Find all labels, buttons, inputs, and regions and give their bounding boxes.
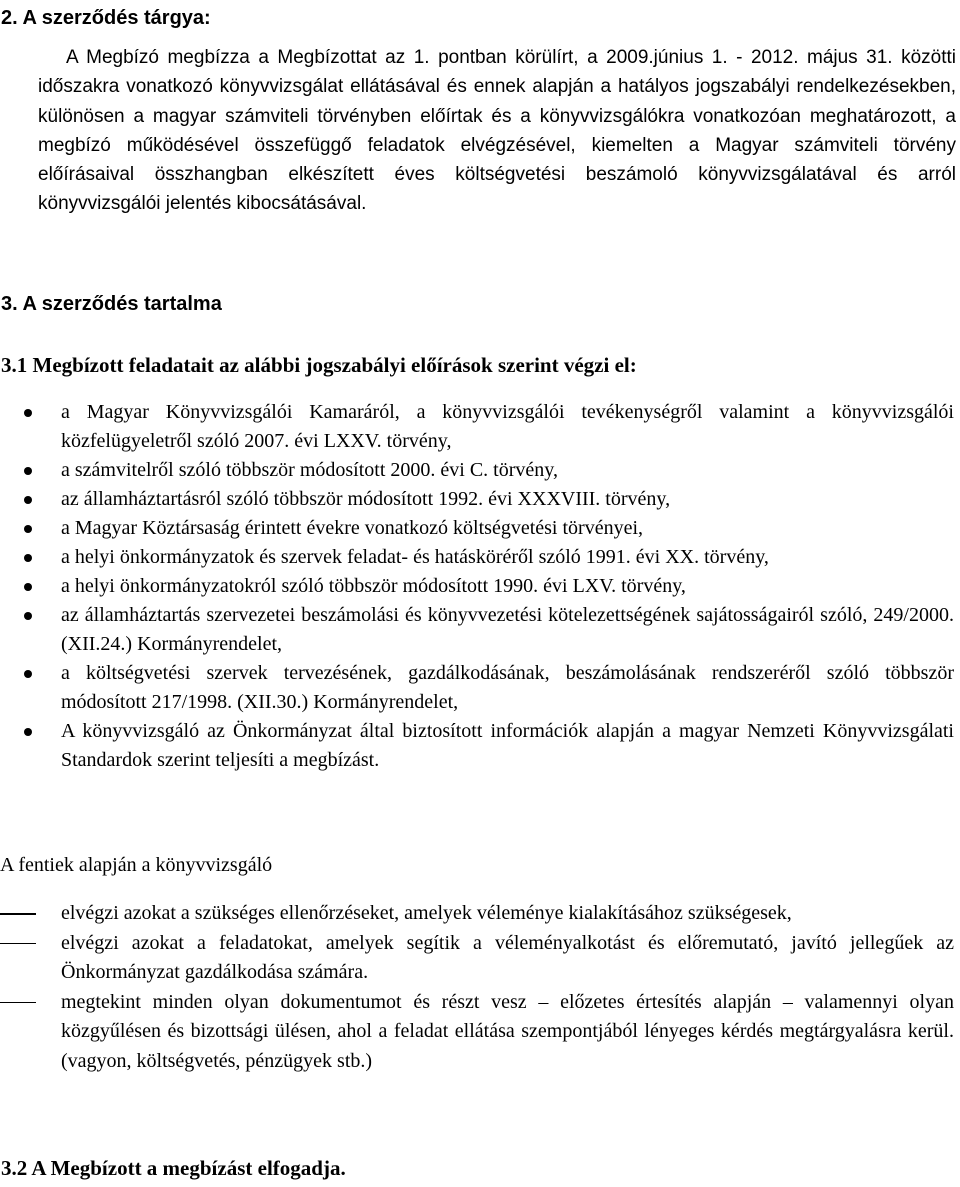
bullet-icon [24, 467, 32, 475]
bullet-icon [24, 583, 32, 591]
list-item [0, 456, 960, 485]
section-3-1-heading: 3.1 Megbízott feladatait az alábbi jogszabályi előírások szerint végzi el: [1, 353, 637, 377]
auditor-duties-lead: A fentiek alapján a könyvvizsgáló [0, 854, 273, 876]
list-item-text: a számvitelről szóló többször módosított 2000. évi C. törvény, [61, 459, 558, 481]
dash-icon [0, 1002, 36, 1004]
section-2-heading: 2. A szerződés tárgya: [1, 7, 211, 29]
list-item-text: megtekint minden olyan dokumentumot és részt vesz – előzetes értesítés alapján – valamennyi olyan közgyűlésen és bizottsági ülésen, ahol a feladat ellátása szempontjából lényeges kérdés megtárgyalásra kerül. (vagyon, költségvetés, pénzügyek stb.) [61, 990, 954, 1072]
bullet-icon [24, 670, 32, 678]
bullet-icon [24, 728, 32, 736]
section-2-paragraph-text: A Megbízó megbízza a Megbízottat az 1. pontban körülírt, a 2009.június 1. - 2012. május 31. közötti időszakra vonatkozó könyvvizsgálat ellátásával és ennek alapján a hatályos jogszabályi rendelkezésekben, különösen a magyar számviteli törvényben előírtak és a könyvvizsgálókra vonatkozóan meghatározott, a megbízó működésével összefüggő feladatok elvégzésével, kiemelten a Magyar számviteli törvény előírásaival összhangban elkészített éves költségvetési beszámoló könyvvizsgálatával és arról könyvvizsgálói jelentés kibocsátásával. [38, 47, 956, 215]
list-item-text: az államháztartásról szóló többször módosított 1992. évi XXXVIII. törvény, [61, 488, 671, 510]
bullet-icon [24, 496, 32, 504]
list-item-text: a Magyar Köztársaság érintett évekre vonatkozó költségvetési törvényei, [61, 517, 644, 539]
list-item [0, 485, 960, 514]
list-item [0, 929, 960, 988]
list-item-text: a helyi önkormányzatokról szóló többször módosított 1990. évi LXV. törvény, [61, 575, 686, 597]
list-item [0, 514, 960, 543]
list-item-text: A könyvvizsgáló az Önkormányzat által biztosított információk alapján a magyar Nemzeti Könyvvizsgálati Standardok szerint teljesíti a megbízást. [61, 720, 954, 771]
list-item-text: a Magyar Könyvvizsgálói Kamaráról, a könyvvizsgálói tevékenységről valamint a könyvvizsgálói közfelügyeletről szóló 2007. évi LXXV. törvény, [61, 401, 954, 452]
bullet-icon [24, 409, 32, 417]
bullet-icon [24, 525, 32, 533]
list-item-text: elvégzi azokat a feladatokat, amelyek segítik a véleményalkotást és előremutató, javító jellegűek az Önkormányzat gazdálkodása számára. [61, 931, 954, 984]
bullet-icon [24, 554, 32, 562]
dash-icon [0, 913, 36, 915]
list-item [0, 659, 960, 717]
list-item [0, 601, 960, 659]
section-3-heading: 3. A szerződés tartalma [1, 293, 222, 315]
list-item [0, 988, 960, 1077]
list-item [0, 398, 960, 456]
list-item-text: a helyi önkormányzatok és szervek feladat- és hatásköréről szóló 1991. évi XX. törvény, [61, 546, 769, 568]
section-2-paragraph [38, 43, 956, 219]
list-item [0, 543, 960, 572]
dash-icon [0, 943, 36, 945]
list-item-text: elvégzi azokat a szükséges ellenőrzéseket, amelyek véleménye kialakításához szükségesek, [61, 902, 792, 924]
bullet-icon [24, 612, 32, 620]
legal-basis-list [0, 398, 960, 775]
list-item [0, 717, 960, 775]
section-3-2-heading: 3.2 A Megbízott a megbízást elfogadja. [1, 1156, 346, 1180]
auditor-duties-list [0, 899, 960, 1077]
list-item-text: a költségvetési szervek tervezésének, gazdálkodásának, beszámolásának rendszeréről szóló többször módosított 217/1998. (XII.30.) Kormányrendelet, [61, 662, 954, 713]
list-item-text: az államháztartás szervezetei beszámolási és könyvvezetési kötelezettségének sajátosságairól szóló, 249/2000. (XII.24.) Kormányrendelet, [61, 604, 954, 655]
list-item [0, 572, 960, 601]
list-item [0, 899, 960, 929]
